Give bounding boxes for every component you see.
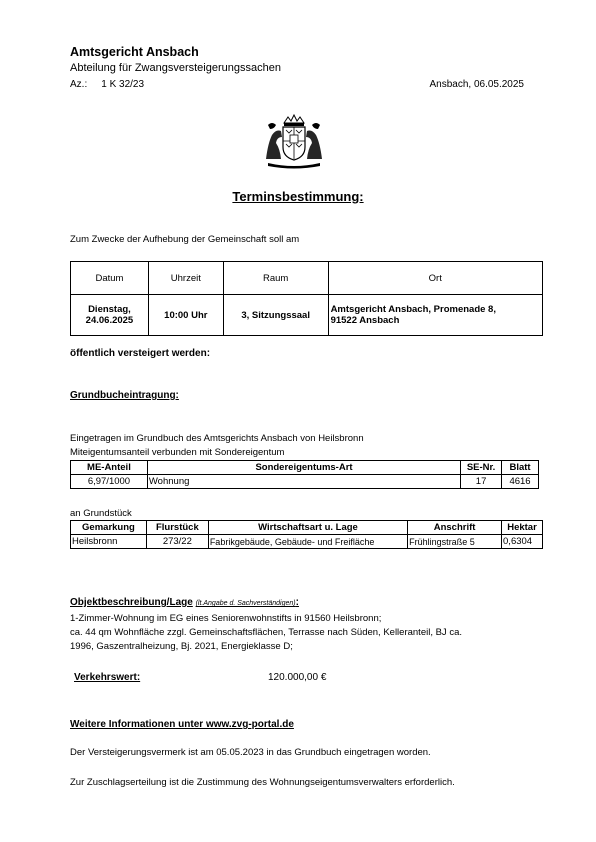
cell-wirtschaftsart: Fabrikgebäude, Gebäude- und Freifläche	[208, 535, 407, 549]
cell-se-art: Wohnung	[147, 475, 460, 489]
bavarian-coat-of-arms-icon	[262, 113, 326, 171]
court-name: Amtsgericht Ansbach	[70, 45, 199, 59]
objekt-heading: Objektbeschreibung/Lage	[70, 597, 193, 608]
termin-row	[71, 295, 543, 336]
az-value: 1 K 32/23	[101, 79, 145, 90]
intro-text: Zum Zwecke der Aufhebung der Gemeinschaft soll am	[70, 234, 300, 245]
place-date: Ansbach, 06.05.2025	[429, 79, 524, 90]
header-se-art: Sondereigentums-Art	[147, 461, 460, 475]
versteigert-text: öffentlich versteigert werden:	[70, 348, 211, 359]
grundstueck-label: an Grundstück	[70, 508, 132, 519]
grundbuch-heading: Grundbucheintragung:	[70, 390, 179, 401]
cell-uhrzeit: 10:00 Uhr	[148, 295, 223, 336]
datum-date: 24.06.2025	[85, 315, 134, 326]
az-label: Az.:	[70, 79, 88, 90]
grundbuch-table	[70, 460, 539, 489]
header-anschrift: Anschrift	[408, 521, 502, 535]
header-hektar: Hektar	[502, 521, 543, 535]
grundstueck-row	[71, 535, 543, 549]
objekt-colon: :	[295, 597, 299, 608]
header-blatt: Blatt	[502, 461, 539, 475]
cell-ort	[328, 295, 542, 336]
department: Abteilung für Zwangsversteigerungssachen	[70, 62, 281, 74]
cell-se-nr: 17	[461, 475, 502, 489]
cell-raum: 3, Sitzungssaal	[223, 295, 328, 336]
header-wirtschaftsart: Wirtschaftsart u. Lage	[208, 521, 407, 535]
weitere-info-link[interactable]: Weitere Informationen unter www.zvg-portal.de	[70, 719, 294, 730]
header-raum: Raum	[223, 262, 328, 295]
grundstueck-header-row	[71, 521, 543, 535]
cell-gemarkung: Heilsbronn	[71, 535, 147, 549]
header-flurstueck: Flurstück	[146, 521, 208, 535]
grundbuch-line2: Miteigentumsanteil verbunden mit Sondereigentum	[70, 447, 285, 458]
cell-hektar: 0,6304	[502, 535, 543, 549]
zustimmung-text: Zur Zuschlagserteilung ist die Zustimmung des Wohnungseigentumsverwalters erforderlich.	[70, 777, 455, 788]
ort-line2: 91522 Ansbach	[330, 315, 400, 326]
datum-weekday: Dienstag,	[88, 304, 131, 315]
header-uhrzeit: Uhrzeit	[148, 262, 223, 295]
vermerk-text: Der Versteigerungsvermerk ist am 05.05.2023 in das Grundbuch eingetragen worden.	[70, 747, 431, 758]
cell-me-anteil: 6,97/1000	[71, 475, 148, 489]
page-title: Terminsbestimmung:	[232, 189, 364, 204]
grundbuch-header-row	[71, 461, 539, 475]
objekt-note: (lt.Angabe d. Sachverständigen)	[195, 600, 296, 607]
objekt-line2: ca. 44 qm Wohnfläche zzgl. Gemeinschaftsflächen, Terrasse nach Süden, Kelleranteil, BJ ca.	[70, 627, 462, 638]
objekt-heading-line	[70, 597, 299, 608]
header-datum: Datum	[71, 262, 149, 295]
header-gemarkung: Gemarkung	[71, 521, 147, 535]
cell-blatt: 4616	[502, 475, 539, 489]
header-se-nr: SE-Nr.	[461, 461, 502, 475]
header-ort: Ort	[328, 262, 542, 295]
objekt-line3: 1996, Gaszentralheizung, Bj. 2021, Energieklasse D;	[70, 641, 293, 652]
termin-table	[70, 261, 543, 336]
ort-line1: Amtsgericht Ansbach, Promenade 8,	[330, 304, 496, 315]
grundstueck-table	[70, 520, 543, 549]
objekt-line1: 1-Zimmer-Wohnung im EG eines Seniorenwohnstifts in 91560 Heilsbronn;	[70, 613, 382, 624]
verkehrswert-value: 120.000,00 €	[268, 672, 327, 683]
grundbuch-line1: Eingetragen im Grundbuch des Amtsgerichts Ansbach von Heilsbronn	[70, 433, 364, 444]
case-number	[70, 79, 144, 90]
cell-datum	[71, 295, 149, 336]
termin-header-row	[71, 262, 543, 295]
cell-anschrift: Frühlingstraße 5	[408, 535, 502, 549]
verkehrswert-label: Verkehrswert:	[74, 672, 141, 683]
cell-flurstueck: 273/22	[146, 535, 208, 549]
header-me-anteil: ME-Anteil	[71, 461, 148, 475]
grundbuch-row	[71, 475, 539, 489]
